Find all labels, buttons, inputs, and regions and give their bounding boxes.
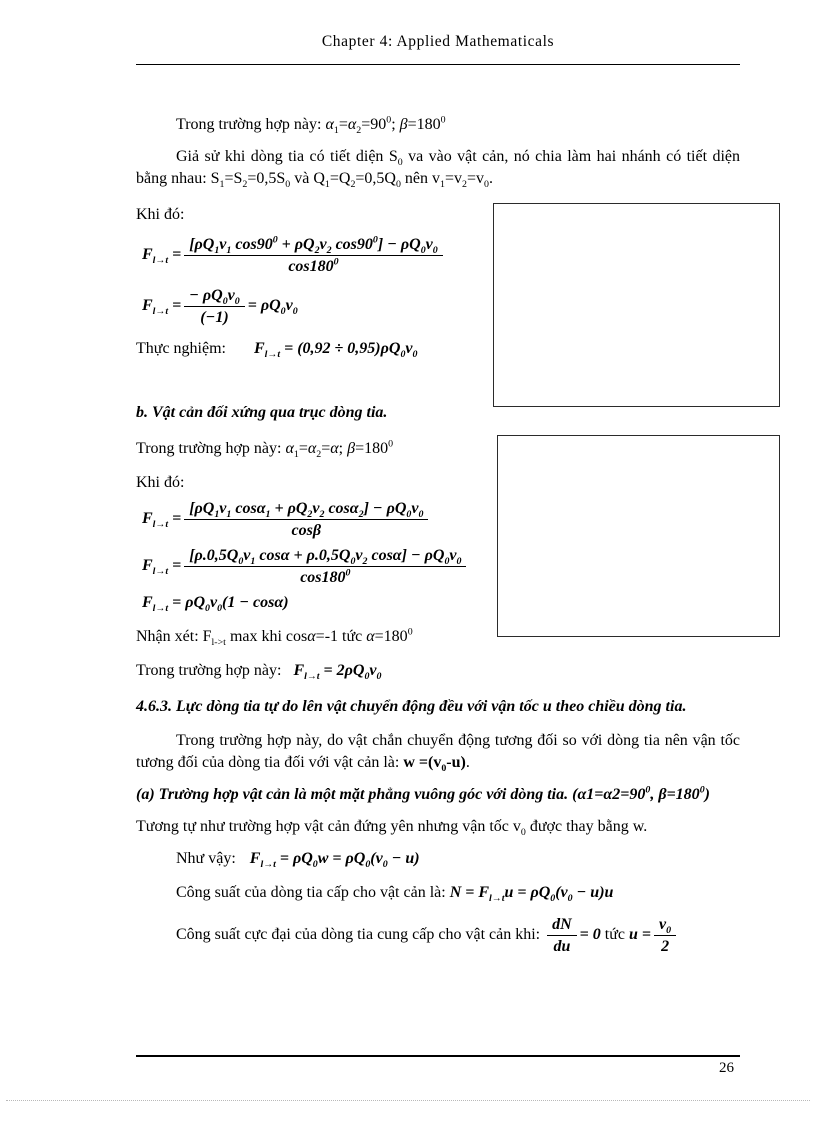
heading-case-a: (a) Trường hợp vật cản là một mặt phẳng vuông góc với dòng tia. ($\alpha 1=\alpha 2=90^0$, $\beta=180^0$) bbox=[136, 784, 710, 803]
figure-placeholder-1 bbox=[493, 203, 780, 407]
label-trong-truong-hop: Trong trường hợp này: bbox=[136, 662, 282, 679]
formula-f-w: $F_{l\to t} = \rho Q_0w = \rho Q_0(v_0 - u)$ bbox=[249, 850, 420, 871]
label-khi-do-2: Khi đó: bbox=[136, 474, 185, 491]
formula-power: $N = F_{l\to t}u = \rho Q_0(v_0 - u)u$ bbox=[449, 884, 614, 905]
fraction bbox=[184, 545, 466, 588]
fraction-numerator: dN bbox=[552, 916, 572, 933]
label-cong-suat: Công suất của dòng tia cấp cho vật cản là: bbox=[176, 884, 446, 901]
case-result-line bbox=[136, 660, 740, 682]
footer-rule bbox=[136, 1055, 740, 1057]
formula-eq-zero: = 0 bbox=[579, 926, 601, 944]
header-title: Chapter 4: Applied Mathematicals bbox=[321, 33, 555, 50]
fraction bbox=[654, 914, 676, 957]
fraction bbox=[184, 234, 442, 277]
label-tuc: tức bbox=[604, 926, 626, 944]
para-case-conditions: Trong trường hợp này: $\alpha_1=\alpha_2=90^0$; $\beta=180^0$ bbox=[176, 114, 446, 137]
para-relative-velocity: Trong trường hợp này, do vật chắn chuyển động tương đối so với dòng tia nên vận tốc tương đối của dòng tia đối với vật cản là: $w =(v_0-u)$. bbox=[136, 732, 740, 775]
formula-lhs: $F_{l\to t}$ = bbox=[142, 510, 182, 531]
fraction-numerator: [$\rho Q_1v_1$ $\cos\alpha_1 + \rho Q_2v_2$ $\cos\alpha_2] - \rho Q_0v_0$ bbox=[189, 500, 424, 521]
fraction-numerator: [$\rho.0,5Q_0v_1$ $\cos\alpha + \rho.0,5Q_0v_2$ $\cos\alpha] - \rho Q_0v_0$ bbox=[189, 547, 462, 568]
label-cuc-dai: Công suất cực đại của dòng tia cung cấp cho vật cản khi: bbox=[176, 926, 541, 944]
label-khi-do-1: Khi đó: bbox=[136, 206, 185, 223]
fraction bbox=[184, 285, 245, 328]
bottom-dotted-line bbox=[6, 1100, 810, 1101]
header-rule bbox=[136, 64, 740, 65]
figure-placeholder-2 bbox=[497, 435, 780, 637]
para-jet-split: Giả sử khi dòng tia có tiết diện $S_0$ va vào vật cản, nó chia làm hai nhánh có tiết diện bằng nhau: $S_1=S_2=0,5S_0$ và $Q_1=Q_2=0,5Q_0$ nên $v_1=v_2=v_0$. bbox=[136, 148, 741, 191]
formula-lhs: $F_{l\to t}$ = bbox=[142, 246, 182, 267]
max-power-line bbox=[176, 914, 740, 957]
fraction-denominator: du bbox=[547, 935, 577, 957]
fraction-denominator: $\cos 180^0$ bbox=[184, 255, 442, 277]
para-nhan-xet: Nhận xét: $F_{l->t}$ max khi cosα=-1 tức $\alpha=180^0$ bbox=[136, 626, 413, 649]
label-thuc-nghiem: Thực nghiệm: bbox=[136, 340, 226, 357]
formula-force-one-minus-cos: $F_{l\to t} = \rho Q_0v_0(1 - \cos\alpha)$ bbox=[142, 594, 289, 615]
power-line bbox=[176, 882, 740, 904]
fraction-numerator: [$\rho Q_1v_1$ $\cos 90^0 + \rho Q_2v_2$ $\cos 90^0] - \rho Q_0v_0$ bbox=[189, 234, 438, 257]
subheading-b: b. Vật cản đối xứng qua trục dòng tia. bbox=[136, 404, 388, 421]
para-case-conditions-2: Trong trường hợp này: $\alpha_1=\alpha_2=\alpha$; $\beta=180^0$ bbox=[136, 438, 394, 461]
formula-experimental: $F_{l\to t} = (0,92 \div 0,95)\rho Q_0v_0$ bbox=[253, 340, 418, 361]
fraction bbox=[547, 914, 577, 957]
formula-u-half bbox=[629, 916, 679, 955]
heading-4-6-3: 4.6.3. Lực dòng tia tự do lên vật chuyển động đều với vận tốc u theo chiều dòng tia. bbox=[136, 698, 687, 715]
formula-lhs: $F_{l\to t}$ = bbox=[142, 297, 182, 318]
fraction-numerator: − $\rho Q_0v_0$ bbox=[189, 287, 240, 308]
fraction-denominator: $\cos 180^0$ bbox=[184, 566, 466, 588]
label-nhu-vay: Như vậy: bbox=[176, 850, 236, 867]
page-number: 26 bbox=[719, 1060, 734, 1076]
nhu-vay-line bbox=[176, 848, 740, 870]
formula-2rhoqv: $F_{l\to t} = 2\rho Q_0v_0$ bbox=[293, 662, 382, 683]
fraction-denominator: cosβ bbox=[184, 519, 428, 541]
fraction-numerator: $v_0$ bbox=[659, 916, 672, 937]
fraction-denominator: 2 bbox=[654, 935, 676, 957]
formula-lhs: $F_{l\to t}$ = bbox=[142, 557, 182, 578]
formula-lhs: u = bbox=[629, 926, 652, 944]
para-tuong-tu: Tương tự như trường hợp vật cản đứng yên nhưng vận tốc $v_0$ được thay bằng w. bbox=[136, 818, 648, 839]
formula-rhs: = $\rho Q_0v_0$ bbox=[247, 297, 298, 318]
formula-dn-du bbox=[544, 916, 601, 955]
fraction-denominator: (−1) bbox=[184, 306, 245, 328]
fraction bbox=[184, 498, 428, 541]
